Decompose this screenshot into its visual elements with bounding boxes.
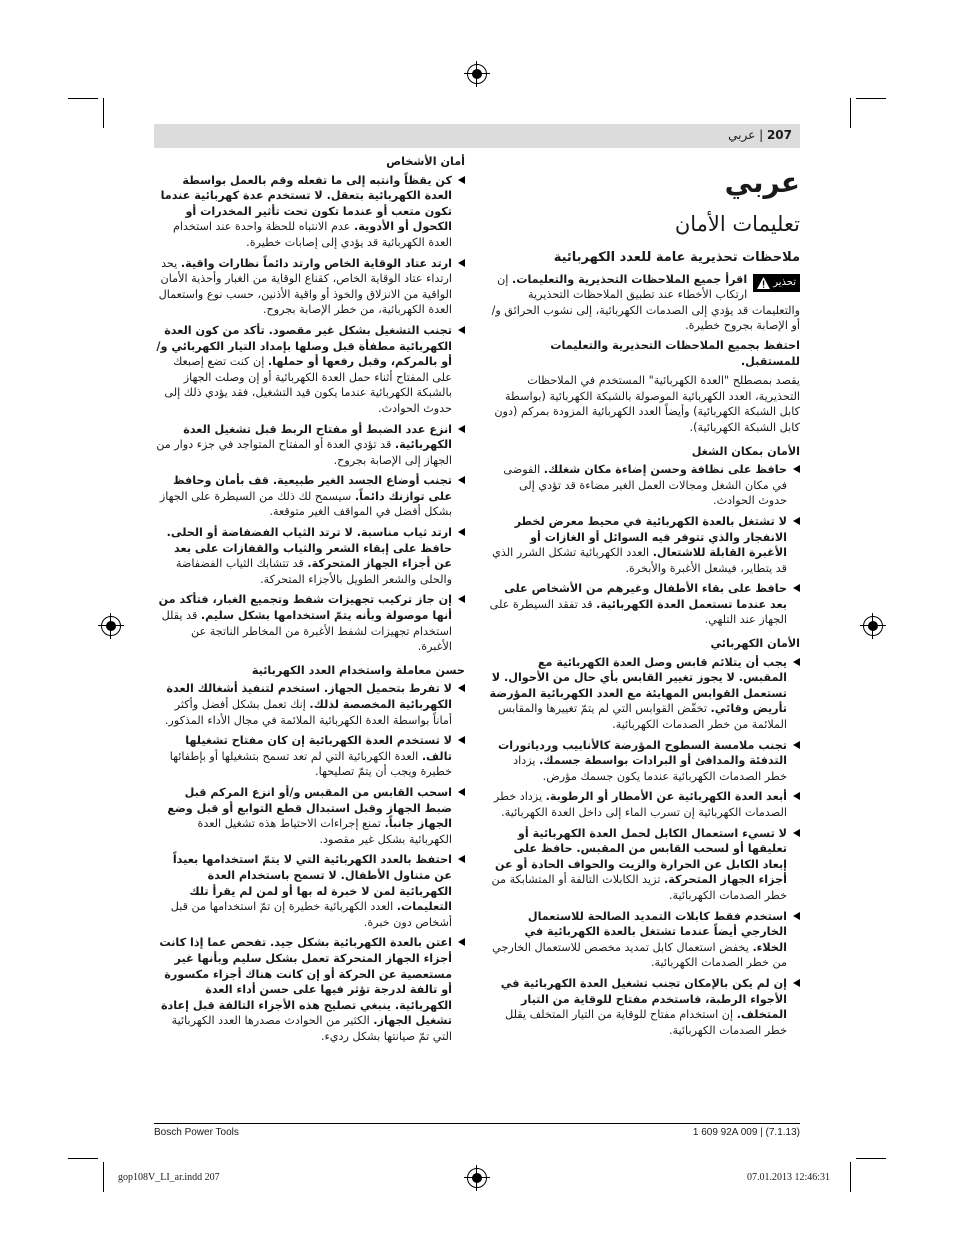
item-bold: استخدم فقط كابلات التمديد الصالحة للاستعمال الخارجي أيضاً عندما تشتغل بالعدة الكهربائية في الخلاء.: [524, 909, 787, 954]
list-item: [154, 852, 465, 930]
item-bold: أبعد العدة الكهربائية عن الأمطار أو الرطوبة.: [545, 790, 787, 804]
right-column: [489, 152, 800, 1043]
crop-mark: [103, 1162, 104, 1192]
bullet-icon: [458, 595, 465, 603]
list-item: [154, 785, 465, 847]
list-item: [154, 422, 465, 469]
crop-mark: [856, 1158, 886, 1159]
bullet-icon: [793, 584, 800, 592]
list-item: [489, 738, 800, 785]
electrical-heading: الأمان الكهربائي: [710, 637, 800, 651]
item-text: قد تتشابك الثياب الفضفاضة والحلى والشعر الطويل بالأجزاء المتحركة.: [175, 557, 452, 586]
bullet-icon: [458, 259, 465, 267]
registration-mark-icon: [101, 616, 121, 636]
page-number: 207: [766, 128, 792, 142]
section-title: ملاحظات تحذيرية عامة للعدد الكهربائية: [553, 250, 800, 265]
bullet-icon: [458, 736, 465, 744]
bullet-icon: [458, 788, 465, 796]
item-text: تخفّض القوابس التي لم يتمّ تغييرها والمقابس الملائمة من خطر الصدمات الكهربائية.: [497, 702, 787, 732]
bullet-icon: [793, 792, 800, 800]
item-text: تمنع إجراءات الاحتياط هذه تشغيل العدة الكهربائية بشكل غير مقصود.: [197, 817, 452, 846]
item-bold: احتفظ بالعدد الكهربائية التي لا يتمّ استخدامها بعيداً عن متناول الأطفال. لا تسمح باستخدام العدة الكهربائية لمن لا خبرة له بها أو لمن لم يقرأ تلك التعليمات.: [172, 853, 452, 914]
list-item: [154, 173, 465, 251]
bullet-icon: [458, 326, 465, 334]
list-item: [154, 256, 465, 318]
item-text: قد تؤدي العدة أو المفتاح المتواجد في جزء دوار من الجهاز إلى الإصابة بجروح.: [156, 438, 452, 467]
footer-brand: Bosch Power Tools: [154, 1127, 239, 1138]
list-item: [154, 525, 465, 587]
bullet-icon: [458, 528, 465, 536]
bullet-icon: [458, 684, 465, 692]
item-bold: لا تفرط بتحميل الجهاز. استخدم لتنفيذ أشغالك العدة الكهربائية المخصصة لذلك.: [166, 682, 452, 711]
item-bold: تجنب التشغيل بشكل غير مقصود. تأكد من كون العدة الكهربائية مطفأة قبل وصلها بإمداد التيار الكهربائي و/أو بالمركم، وقبل رفعها أو حملها.: [156, 323, 452, 369]
item-text: العدة الكهربائية التي لم تعد تسمح بتشغيلها أو بإطفائها خطيرة ويجب أن يتمّ تصليحها.: [169, 749, 452, 779]
crop-mark: [850, 1162, 851, 1192]
item-text: عدم الانتباه للحظة واحدة عند استخدام العدة الكهربائية قد يؤدي إلى إصابات خطيرة.: [172, 220, 452, 249]
item-text: العدد الكهربائية خطيرة إن تمّ استخدامها من قبل أشخاص دون خبرة.: [170, 900, 452, 929]
item-bold: كن يقظاً وانتبه إلى ما تفعله وقم بالعمل بواسطة العدة الكهربائية بتعقل. لا تستخدم عدة كهربائية عندما تكون متعب أو عندما تكون تحت تأثير المخدرات أو الكحول أو الأدوية.: [160, 173, 452, 234]
item-text: العدد الكهربائية تشكل الشرر الذي قد يتطاير، فيشعل الأغبرة والأبخرة.: [492, 546, 787, 575]
item-bold: لا تستخدم العدة الكهربائية إن كان مفتاح تشغيلها تالف.: [185, 734, 452, 763]
item-text: تزيد الكابلات التالفة أو المتشابكة من خطر الصدمات الكهربائية.: [491, 873, 787, 902]
work-area-list: [489, 462, 800, 628]
personal-heading: أمان الأشخاص: [386, 155, 465, 168]
item-text: يحد ارتداء عتاد الوقاية الخاص، كقناع الوقاية من الغبار وأحذية الأمان الواقية من الانزلاق والخوذ أو واقية الأذنين، حسب نوع واستعمال العدة الكهربائية، من خطر الإصابة بجروح.: [158, 256, 452, 317]
crop-mark: [856, 98, 886, 99]
definition-text: يقصد بمصطلح "العدة الكهربائية" المستخدم في الملاحظات التحذيرية، العدد الكهربائية الموصولة بالشبكة الكهربائية (بواسطة كابل الشبكة الكهربائية) وأيضاً العدد الكهربائية المزودة بمركم (دون كابل الشبكة الكهربائية).: [494, 374, 800, 434]
item-text: الفوضى في مكان الشغل ومجالات العمل الغير مضاءة قد تؤدي إلى حدوث الحوادث.: [503, 463, 787, 508]
registration-mark-icon: [467, 64, 487, 84]
item-text: الكثير من الحوادث مصدرها العدد الكهربائية التي تمّ صيانتها بشكل رديء.: [171, 1014, 452, 1043]
list-item: [489, 462, 800, 509]
item-text: سيسمح لك ذلك من السيطرة على الجهاز بشكل أفضل في المواقف الغير متوقعة.: [159, 489, 452, 519]
footer-divider: [154, 1123, 800, 1124]
item-bold: اعتن بالعدة الكهربائية بشكل جيد. تفحص عما إذا كانت أجزاء الجهاز المتحركة تعمل بشكل سليم وبأنها غير مستعصية عن الحركة أو إن كانت هناك أجزاء مكسورة أو تالفة لدرجة تؤثر فيها على حسن أداء العدة الكهربائية. ينبغي تصليح هذه الأجزاء التالفة قبل إعادة تشغيل الجهاز.: [159, 936, 452, 1028]
electrical-list: [489, 655, 800, 1039]
bullet-icon: [458, 938, 465, 946]
crop-mark: [68, 1158, 98, 1159]
registration-mark-icon: [467, 1168, 487, 1188]
list-item: [489, 976, 800, 1038]
handling-heading: حسن معاملة واستخدام العدد الكهربائية: [251, 663, 465, 677]
keep-notes: احتفظ بجميع الملاحظات التحذيرية والتعليمات للمستقبل.: [550, 338, 800, 368]
item-text: قد يقلل استخدام تجهيزات لشفط الأغبرة من المخاطر الناتجة عن الأغبرة.: [161, 609, 452, 654]
handling-list: [154, 681, 465, 1044]
list-item: [154, 473, 465, 520]
header-language: عربي: [728, 128, 756, 142]
item-bold: تجنب ملامسة السطوح المؤرضة كالأنابيب وردياتورات التدفئة والمدافئ أو البرادات بواسطة جسمك.: [498, 738, 787, 768]
list-item: [154, 681, 465, 728]
page-header: [154, 124, 800, 148]
item-bold: ارتد ثياب مناسبة. لا ترتد الثياب الفضفاضة أو الحلى. حافظ على إبقاء الشعر والثياب والقفازات على بعد عن أجزاء الجهاز المتحركة.: [166, 526, 452, 571]
bullet-icon: [458, 425, 465, 433]
warning-badge: [753, 274, 800, 292]
work-area-heading: الأمان بمكان الشغل: [691, 444, 800, 458]
language-title: عربي: [724, 166, 800, 199]
list-item: [489, 826, 800, 904]
item-bold: حافظ على نظافة وحسن إضاءة مكان شغلك.: [543, 463, 787, 477]
item-bold: حافظ على بقاء الأطفال وغيرهم من الأشخاص على بعد عندما تستعمل العدة الكهربائية.: [504, 582, 787, 611]
item-bold: يجب أن يتلائم قابس وصل العدة الكهربائية مع المقبس. لا يجوز تغيير القابس بأي حال من الأحوال. لا تستعمل القوابس المهايئة مع العدد الكهربائية المؤرضة تأريض وقائي.: [489, 655, 787, 716]
bullet-icon: [793, 517, 800, 525]
list-item: [154, 592, 465, 654]
item-bold: ارتد عتاد الوقاية الخاص وارتد دائماً نظارات واقية.: [180, 256, 452, 270]
bullet-icon: [458, 855, 465, 863]
bullet-icon: [793, 829, 800, 837]
warning-text: إن ارتكاب الأخطاء عند تطبيق الملاحظات التحذيرية والتعليمات قد يؤدي إلى الصدمات الكهربائية، إلى نشوب الحرائق و/أو الإصابة بجروح خطيرة.: [491, 272, 800, 333]
item-text: يخفض استعمال كابل تمديد مخصص للاستعمال الخارجي من خطر الصدمات الكهربائية.: [492, 940, 787, 970]
page-title: تعليمات الأمان: [674, 212, 800, 236]
list-item: [154, 733, 465, 780]
item-bold: انزع عدد الضبط أو مفتاح الربط قبل تشغيل العدة الكهربائية.: [183, 422, 452, 452]
item-bold: إن لم يكن بالإمكان تجنب تشغيل العدة الكهربائية في الأجواء الرطبة، فاستخدم مفتاح للوقاية من التيار المتخلف.: [500, 976, 787, 1022]
header-separator: |: [759, 128, 764, 142]
bullet-icon: [793, 979, 800, 987]
item-text: إن كنت تضع إصبعك على المفتاح أثناء حمل العدة الكهربائية أو إن وصلت الجهاز بالشبكة الكهربائية عندما يكون قيد التشغيل، فقد يؤدي ذلك إلى حدوث الحوادث.: [164, 355, 452, 415]
item-bold: لا تشتغل بالعدة الكهربائية في محيط معرض لخطر الانفجار والذي تتوفر فيه السوائل أو الغازات أو الأغبرة القابلة للاشتعال.: [514, 514, 787, 560]
item-text: إن استخدام مفتاح للوقاية من التيار المتخلف يقلل خطر الصدمات الكهربائية.: [505, 1008, 787, 1037]
bullet-icon: [458, 476, 465, 484]
crop-mark: [103, 98, 104, 128]
item-bold: لا تسيء استعمال الكابل لحمل العدة الكهربائية أو تعليقها أو لسحب القابس من المقبس. حافظ على إبعاد الكابل عن الحرارة والزيت والحواف الحادة أو عن أجزاء الجهاز المتحركة.: [494, 826, 787, 887]
list-item: [154, 323, 465, 417]
registration-mark-icon: [863, 616, 883, 636]
list-item: [154, 935, 465, 1044]
warning-triangle-icon: [757, 277, 770, 289]
bullet-icon: [793, 741, 800, 749]
list-item: [489, 655, 800, 733]
bullet-icon: [793, 658, 800, 666]
header-text: [728, 128, 792, 142]
list-item: [489, 581, 800, 628]
item-text: يزداد خطر الصدمات الكهربائية عندما يكون جسمك مؤرض.: [513, 754, 787, 783]
list-item: [489, 909, 800, 971]
list-item: [489, 789, 800, 820]
bullet-icon: [793, 912, 800, 920]
warning-label: تحذير: [773, 276, 796, 288]
bullet-icon: [793, 465, 800, 473]
personal-list: [154, 173, 465, 655]
bullet-icon: [458, 176, 465, 184]
warning-block: [489, 272, 800, 334]
item-text: إنك تعمل بشكل أفضل وأكثر أماناً بواسطة العدة الكهربائية الملائمة في مجال الأداء المذكور.: [164, 698, 452, 727]
item-text: يزداد خطر الصدمات الكهربائية إن تسرب الماء إلى داخل العدة الكهربائية.: [493, 790, 787, 819]
item-bold: تجنب أوضاع الجسد الغير طبيعية. قف بأمان وحافظ على توازنك دائماً.: [172, 474, 452, 503]
warning-heading: اقرأ جميع الملاحظات التحذيرية والتعليمات.: [511, 272, 748, 286]
item-bold: إن جاز تركيب تجهيزات شفط وتجميع الغبار، فتأكد من أنها موصولة وبأنه يتمّ استخدامها بشكل سليم.: [158, 593, 452, 623]
item-bold: اسحب القابس من المقبس و/أو انزع المركم قبل ضبط الجهاز وقبل استبدال قطع التوابع أو قبل وضع الجهاز جانباً.: [167, 785, 452, 831]
footer-doc-id: 1 609 92A 009 | (7.1.13): [692, 1127, 800, 1138]
list-item: [489, 514, 800, 576]
slug-datetime: 07.01.2013 12:46:31: [746, 1172, 830, 1183]
item-text: قد تفقد السيطرة على الجهاز عند التلهي.: [489, 597, 787, 627]
left-column: [154, 152, 465, 1049]
slug-filename: gop108V_LI_ar.indd 207: [118, 1172, 220, 1183]
crop-mark: [68, 98, 98, 99]
crop-mark: [850, 98, 851, 128]
